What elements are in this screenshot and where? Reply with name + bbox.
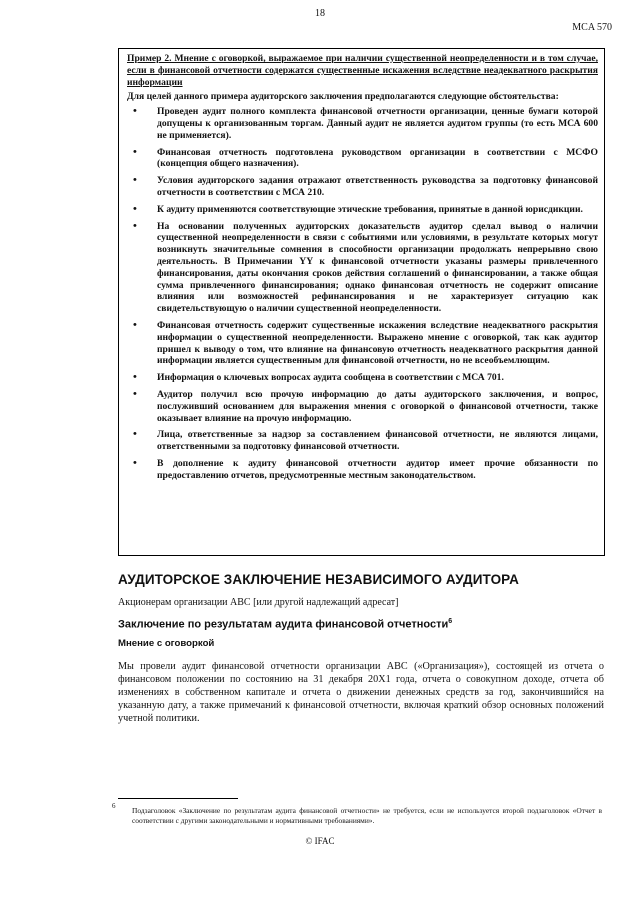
section-heading (118, 618, 452, 631)
list-item-text: Лица, ответственные за надзор за составлением финансовой отчетности, не являются лицами, ответственными за подготовку финансовой отчетности. (157, 429, 598, 453)
list-item-text: На основании полученных аудиторских доказательств аудитор сделал вывод о наличии существенной неопределенности в связи с событиями или условиями, в результате которых могут возникнуть значительные сомнения в способности организации продолжать непрерывно свою деятельность. В Примечании YY к финансовой отчетности указаны размеры привлеченного финансирования, даты окончания сроков действия соглашений о финансировании, а также общая сумма привлеченного финансирования; однако финансовая отчетность не содержит описание влияния или возможностей рефинансирования и не характеризует ситуацию как свидетельствующую о наличии существенной неопределенности. (157, 220, 598, 315)
opinion-paragraph: Мы провели аудит финансовой отчетности организации ABC («Организация»), состоящей из отчета о финансовом положении по состоянию на 31 декабря 20X1 года, отчета о совокупном доходе, отчета об изменениях в собственном капитале и отчета о движении денежных средств за год, закончившийся на указанную дату, а также примечаний к финансовой отчетности, включая краткий обзор основных положений учетной политики. (118, 661, 604, 724)
footnote-ref: 6 (448, 618, 453, 625)
list-item-text: Проведен аудит полного комплекта финансовой отчетности организации, ценные бумаги которой допущены к организованным торгам. Данный аудит не является аудитом группы (то есть МСА 600 не применяется). (157, 106, 598, 141)
list-item (127, 458, 598, 482)
example-box-intro: Для целей данного примера аудиторского заключения предполагаются следующие обстоятельства: (127, 91, 559, 103)
bullet-icon: • (133, 456, 137, 469)
bullet-icon: • (133, 318, 137, 331)
list-item (127, 429, 598, 453)
section-heading-text: Заключение по результатам аудита финансовой отчетности (118, 618, 449, 631)
copyright: © IFAC (305, 836, 335, 846)
bullet-icon: • (133, 219, 137, 232)
list-item (127, 389, 598, 424)
circumstances-list (127, 106, 598, 481)
page-number: 18 (315, 8, 325, 19)
footnote-number: 6 (112, 802, 116, 810)
list-item (127, 147, 598, 171)
footnote-divider (118, 798, 238, 799)
bullet-icon: • (133, 145, 137, 158)
list-item (127, 204, 598, 216)
list-item (127, 175, 598, 199)
list-item (127, 372, 598, 384)
example-box (118, 48, 605, 556)
list-item-text: К аудиту применяются соответствующие этические требования, принятые в данной юрисдикции. (157, 203, 583, 215)
bullet-icon: • (133, 387, 137, 400)
bullet-icon: • (133, 428, 137, 441)
list-item-text: Финансовая отчетность содержит существенные искажения вследствие неадекватного раскрытия информации о существенной неопределенности. Выражено мнение с оговоркой, так как аудитор пришел к выводу о том, что влияние на финансовую отчетность неадекватного раскрытия данной информации является существенным для финансовой отчетности, но не всеобъемлющим. (157, 319, 598, 367)
list-item-text: Информация о ключевых вопросах аудита сообщена в соответствии с МСА 701. (157, 372, 504, 384)
standard-code: MCA 570 (572, 22, 612, 33)
bullet-icon: • (133, 105, 137, 118)
footnote-text: Подзаголовок «Заключение по результатам аудита финансовой отчетности» не требуется, если не используется второй подзаголовок «Отчет в соответствии с другими законодательными и нормативными требованиями». (132, 806, 602, 825)
list-item-text: В дополнение к аудиту финансовой отчетности аудитор имеет прочие обязанности по предоставлению отчетов, предусмотренные местным законодательством. (157, 457, 598, 481)
list-item (127, 320, 598, 367)
addressee: Акционерам организации ABC [или другой надлежащий адресат] (118, 597, 399, 608)
bullet-icon: • (133, 174, 137, 187)
bullet-icon: • (133, 202, 137, 215)
opinion-subheading: Мнение с оговоркой (118, 638, 215, 649)
list-item (127, 221, 598, 315)
example-box-title: Пример 2. Мнение с оговоркой, выражаемое при наличии существенной неопределенности и в том случае, если в финансовой отчетности содержатся существенные искажения вследствие неадекватного раскрытия информации (127, 53, 598, 88)
bullet-icon: • (133, 371, 137, 384)
list-item-text: Аудитор получил всю прочую информацию до даты аудиторского заключения, и вопрос, послуживший основанием для выражения мнения с оговоркой о финансовой отчетности, также оказывает влияние на прочую информацию. (157, 388, 598, 424)
list-item (127, 106, 598, 141)
list-item-text: Условия аудиторского задания отражают ответственность руководства за подготовку финансовой отчетности в соответствии с МСА 210. (157, 175, 598, 198)
list-item-text: Финансовая отчетность подготовлена руководством организации в соответствии с МСФО (концепция общего назначения). (157, 146, 598, 170)
report-heading: АУДИТОРСКОЕ ЗАКЛЮЧЕНИЕ НЕЗАВИСИМОГО АУДИТОРА (118, 572, 519, 587)
